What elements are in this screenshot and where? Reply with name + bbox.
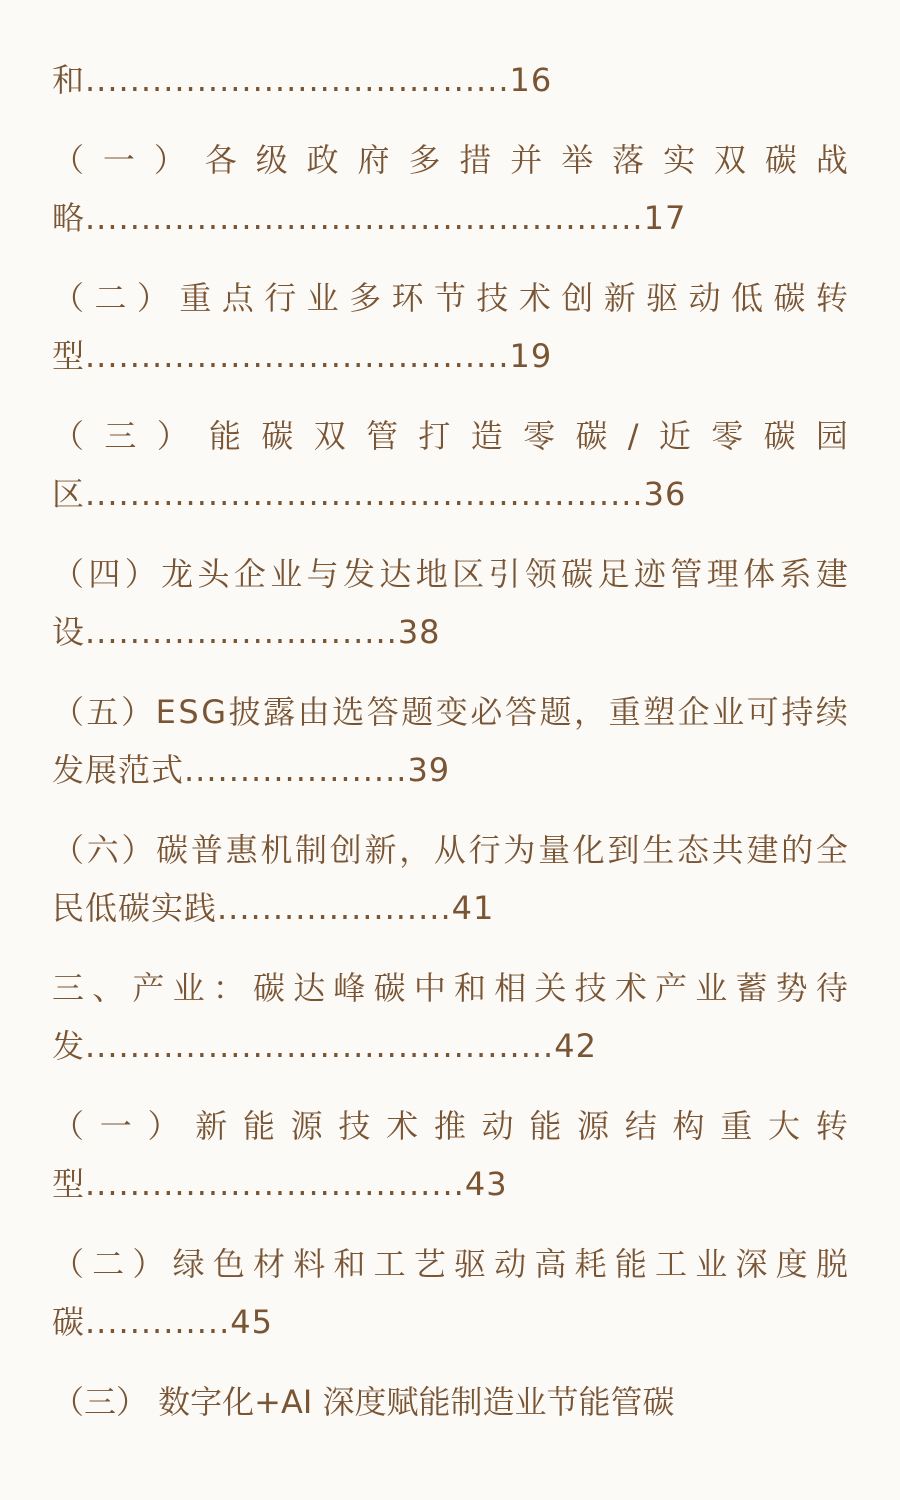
toc-title-glyph: 碳	[261, 417, 294, 455]
toc-entry	[52, 550, 848, 656]
toc-entry	[52, 826, 848, 932]
toc-entry-page-line: 略..................................................17	[52, 199, 687, 237]
toc-title-glyph: S	[178, 693, 199, 731]
toc-title-glyph: 碳	[773, 279, 806, 317]
toc-title-glyph: 三	[104, 417, 137, 455]
toc-title-glyph: 动	[494, 1245, 527, 1283]
toc-title-glyph: （	[52, 279, 85, 317]
toc-title-glyph: 重	[608, 693, 641, 731]
toc-title-glyph: 转	[815, 279, 848, 317]
toc-title-glyph: 源	[577, 1107, 610, 1145]
toc-title-glyph: 驱	[646, 279, 679, 317]
toc-title-glyph: 度	[775, 1245, 808, 1283]
toc-title-glyph: 术	[386, 1107, 419, 1145]
toc-title-glyph: 府	[357, 141, 390, 179]
toc-title-glyph: 地	[415, 555, 448, 593]
toc-title-glyph: 题	[539, 693, 572, 731]
toc-entry-page-line: 发..........................................42	[52, 1027, 597, 1065]
toc-title-glyph: 制	[295, 831, 328, 869]
toc-title-glyph: 举	[561, 141, 594, 179]
toc-title-glyph: 绿	[172, 1245, 205, 1283]
table-of-contents	[52, 56, 848, 1458]
toc-title-glyph: （	[52, 555, 85, 593]
toc-title-glyph: 产	[132, 969, 165, 1007]
toc-title-glyph: 推	[433, 1107, 466, 1145]
toc-title-glyph: 近	[658, 417, 691, 455]
toc-title-glyph: 发	[343, 555, 376, 593]
toc-entry-title-line	[52, 826, 848, 874]
toc-entry-page-line: 区..................................................36	[52, 475, 687, 513]
toc-title-glyph: 生	[642, 831, 675, 869]
toc-title-glyph: 技	[338, 1107, 371, 1145]
toc-title-glyph: 企	[233, 555, 266, 593]
toc-title-glyph: 区	[452, 555, 485, 593]
toc-title-glyph: 共	[711, 831, 744, 869]
toc-title-glyph: 新	[603, 279, 636, 317]
toc-title-glyph: 创	[329, 831, 362, 869]
toc-title-glyph: 六	[86, 831, 119, 869]
toc-entry-page-line: 设............................38	[52, 613, 441, 651]
toc-title-glyph: 大	[768, 1107, 801, 1145]
toc-entry-title-line	[52, 688, 848, 736]
toc-title-glyph: 行	[468, 831, 501, 869]
toc-title-glyph: （	[52, 1107, 85, 1145]
toc-title-glyph: 建	[746, 831, 779, 869]
toc-title-glyph: 引	[488, 555, 521, 593]
toc-title-glyph: 产	[655, 969, 688, 1007]
toc-title-glyph: 材	[253, 1245, 286, 1283]
toc-title-glyph: 业	[270, 555, 303, 593]
toc-title-glyph: 达	[379, 555, 412, 593]
toc-entry	[52, 412, 848, 518]
toc-title-glyph: 能	[242, 1107, 275, 1145]
toc-title-glyph: ）	[156, 417, 189, 455]
toc-title-glyph: ，	[574, 693, 607, 731]
toc-entry-page-line: 型......................................19	[52, 337, 553, 375]
toc-title-glyph: 深	[735, 1245, 768, 1283]
toc-title-glyph: 题	[401, 693, 434, 731]
toc-title-glyph: 战	[815, 141, 848, 179]
toc-title-glyph: 料	[293, 1245, 326, 1283]
toc-title-glyph: 关	[534, 969, 567, 1007]
toc-title-glyph: 艺	[413, 1245, 446, 1283]
toc-title-glyph: 落	[612, 141, 645, 179]
toc-title-glyph: 为	[503, 831, 536, 869]
toc-title-glyph: 与	[306, 555, 339, 593]
toc-title-glyph: 惠	[225, 831, 258, 869]
toc-title-glyph: 、	[92, 969, 125, 1007]
toc-entry	[52, 1378, 848, 1426]
toc-title-glyph: ）	[153, 141, 186, 179]
toc-entry-title-line	[52, 1240, 848, 1288]
toc-title-glyph: 双	[313, 417, 346, 455]
toc-title-glyph: 普	[190, 831, 223, 869]
toc-title-glyph: （	[52, 693, 85, 731]
toc-title-glyph: （	[52, 141, 85, 179]
toc-entry	[52, 136, 848, 242]
toc-title-glyph: 中	[413, 969, 446, 1007]
toc-title-glyph: 高	[534, 1245, 567, 1283]
toc-title-glyph: 碳	[373, 969, 406, 1007]
toc-title-glyph: 机	[260, 831, 293, 869]
toc-title-glyph: 答	[504, 693, 537, 731]
toc-title-glyph: 各	[204, 141, 237, 179]
toc-title-glyph: 理	[706, 555, 739, 593]
toc-entry	[52, 688, 848, 794]
toc-title-glyph: 量	[538, 831, 571, 869]
toc-title-glyph: 技	[574, 969, 607, 1007]
toc-title-glyph: 工	[373, 1245, 406, 1283]
toc-title-glyph: 新	[195, 1107, 228, 1145]
toc-title-glyph: 低	[731, 279, 764, 317]
toc-title-glyph: 创	[561, 279, 594, 317]
toc-title-glyph: 企	[677, 693, 710, 731]
toc-title-glyph: 体	[743, 555, 776, 593]
toc-title-glyph: 头	[197, 555, 230, 593]
toc-title-glyph: 势	[775, 969, 808, 1007]
toc-title-glyph: 措	[459, 141, 492, 179]
toc-title-glyph: ）	[121, 693, 154, 731]
toc-title-glyph: 一	[102, 141, 135, 179]
toc-title-glyph: 零	[711, 417, 744, 455]
toc-title-glyph: 色	[212, 1245, 245, 1283]
toc-title-glyph: （	[52, 1245, 85, 1283]
toc-title-glyph: 业	[695, 1245, 728, 1283]
toc-entry-title-line	[52, 412, 848, 460]
toc-title-glyph: ：	[212, 969, 245, 1007]
toc-title-glyph: 行	[264, 279, 297, 317]
toc-title-glyph: 选	[332, 693, 365, 731]
toc-title-glyph: E	[155, 693, 176, 731]
toc-title-glyph: ）	[136, 279, 169, 317]
toc-entry	[52, 274, 848, 380]
toc-title-glyph: 实	[663, 141, 696, 179]
toc-title-glyph: 可	[746, 693, 779, 731]
toc-title-glyph: 化	[572, 831, 605, 869]
toc-title-glyph: 态	[676, 831, 709, 869]
toc-title-glyph: 一	[99, 1107, 132, 1145]
toc-title-glyph: 术	[614, 969, 647, 1007]
toc-title-glyph: 工	[655, 1245, 688, 1283]
toc-title-glyph: 节	[433, 279, 466, 317]
toc-entry	[52, 56, 848, 104]
toc-title-glyph: 答	[366, 693, 399, 731]
toc-title-glyph: 环	[391, 279, 424, 317]
toc-entry	[52, 1102, 848, 1208]
toc-title-glyph: 必	[470, 693, 503, 731]
toc-title-glyph: 四	[88, 555, 121, 593]
toc-title-glyph: 打	[418, 417, 451, 455]
toc-title-glyph: 能	[209, 417, 242, 455]
toc-title-glyph: ）	[147, 1107, 180, 1145]
toc-title-glyph: 并	[510, 141, 543, 179]
toc-entry-title-line	[52, 136, 848, 184]
toc-entry-title-line: （三） 数字化+AI 深度赋能制造业节能管碳	[52, 1383, 675, 1421]
toc-title-glyph: 碳	[253, 969, 286, 1007]
toc-title-glyph: 双	[713, 141, 746, 179]
toc-title-glyph: 三	[52, 969, 85, 1007]
toc-title-glyph: 由	[297, 693, 330, 731]
toc-title-glyph: 迹	[634, 555, 667, 593]
toc-title-glyph: 塑	[643, 693, 676, 731]
toc-title-glyph: 结	[624, 1107, 657, 1145]
toc-entry-title-line	[52, 550, 848, 598]
toc-title-glyph: 足	[597, 555, 630, 593]
toc-title-glyph: 点	[221, 279, 254, 317]
toc-title-glyph: 从	[433, 831, 466, 869]
toc-entry-title-line	[52, 274, 848, 322]
toc-title-glyph: 五	[86, 693, 119, 731]
toc-entry-page-line: 碳.............45	[52, 1303, 273, 1341]
toc-title-glyph: 动	[688, 279, 721, 317]
toc-title-glyph: 业	[172, 969, 205, 1007]
toc-title-glyph: 系	[779, 555, 812, 593]
toc-title-glyph: 级	[255, 141, 288, 179]
toc-title-glyph: G	[201, 693, 227, 731]
toc-title-glyph: 管	[366, 417, 399, 455]
toc-title-glyph: 零	[523, 417, 556, 455]
toc-title-glyph: 造	[470, 417, 503, 455]
toc-title-glyph: ）	[121, 831, 154, 869]
toc-title-glyph: ）	[132, 1245, 165, 1283]
toc-title-glyph: 脱	[815, 1245, 848, 1283]
toc-title-glyph: （	[52, 831, 85, 869]
toc-title-glyph: 碳	[156, 831, 189, 869]
toc-entry-page-line: 型..................................43	[52, 1165, 508, 1203]
toc-entry-page-line: 民低碳实践.....................41	[52, 889, 495, 927]
toc-title-glyph: 建	[815, 555, 848, 593]
toc-title-glyph: 耗	[574, 1245, 607, 1283]
toc-title-glyph: 持	[781, 693, 814, 731]
toc-title-glyph: 蓄	[735, 969, 768, 1007]
toc-title-glyph: 披	[228, 693, 261, 731]
toc-title-glyph: 全	[815, 831, 848, 869]
toc-title-glyph: 构	[672, 1107, 705, 1145]
toc-title-glyph: ，	[399, 831, 432, 869]
toc-title-glyph: 驱	[454, 1245, 487, 1283]
toc-title-glyph: 重	[720, 1107, 753, 1145]
toc-title-glyph: 和	[454, 969, 487, 1007]
toc-title-glyph: 管	[670, 555, 703, 593]
toc-title-glyph: 多	[349, 279, 382, 317]
toc-title-glyph: 碳	[764, 141, 797, 179]
toc-title-glyph: 业	[712, 693, 745, 731]
toc-title-glyph: 续	[815, 693, 848, 731]
toc-entry-title-line	[52, 1102, 848, 1150]
toc-title-glyph: 相	[494, 969, 527, 1007]
toc-title-glyph: 达	[293, 969, 326, 1007]
toc-title-glyph: 业	[306, 279, 339, 317]
toc-title-glyph: 的	[781, 831, 814, 869]
toc-title-glyph: 转	[815, 1107, 848, 1145]
toc-title-glyph: 新	[364, 831, 397, 869]
toc-title-glyph: 领	[524, 555, 557, 593]
toc-entry-page-line: 和......................................16	[52, 61, 553, 99]
toc-title-glyph: 术	[518, 279, 551, 317]
toc-title-glyph: 变	[435, 693, 468, 731]
toc-title-glyph: /	[627, 417, 639, 455]
toc-title-glyph: 能	[614, 1245, 647, 1283]
toc-entry-title-line	[52, 964, 848, 1012]
toc-title-glyph: 技	[476, 279, 509, 317]
toc-title-glyph: 动	[481, 1107, 514, 1145]
toc-title-glyph: 到	[607, 831, 640, 869]
toc-title-glyph: 二	[92, 1245, 125, 1283]
toc-title-glyph: 能	[529, 1107, 562, 1145]
toc-title-glyph: 二	[94, 279, 127, 317]
toc-title-glyph: 露	[263, 693, 296, 731]
toc-title-glyph: 多	[408, 141, 441, 179]
toc-title-glyph: （	[52, 417, 85, 455]
toc-title-glyph: 业	[695, 969, 728, 1007]
toc-entry	[52, 964, 848, 1070]
toc-title-glyph: 待	[815, 969, 848, 1007]
toc-title-glyph: 和	[333, 1245, 366, 1283]
toc-title-glyph: 碳	[575, 417, 608, 455]
toc-title-glyph: 龙	[161, 555, 194, 593]
toc-entry	[52, 1240, 848, 1346]
toc-title-glyph: 峰	[333, 969, 366, 1007]
toc-title-glyph: 园	[815, 417, 848, 455]
toc-title-glyph: 碳	[763, 417, 796, 455]
toc-title-glyph: ）	[124, 555, 157, 593]
toc-title-glyph: 重	[179, 279, 212, 317]
toc-title-glyph: 碳	[561, 555, 594, 593]
toc-entry-page-line: 发展范式....................39	[52, 751, 451, 789]
toc-title-glyph: 政	[306, 141, 339, 179]
toc-title-glyph: 源	[290, 1107, 323, 1145]
